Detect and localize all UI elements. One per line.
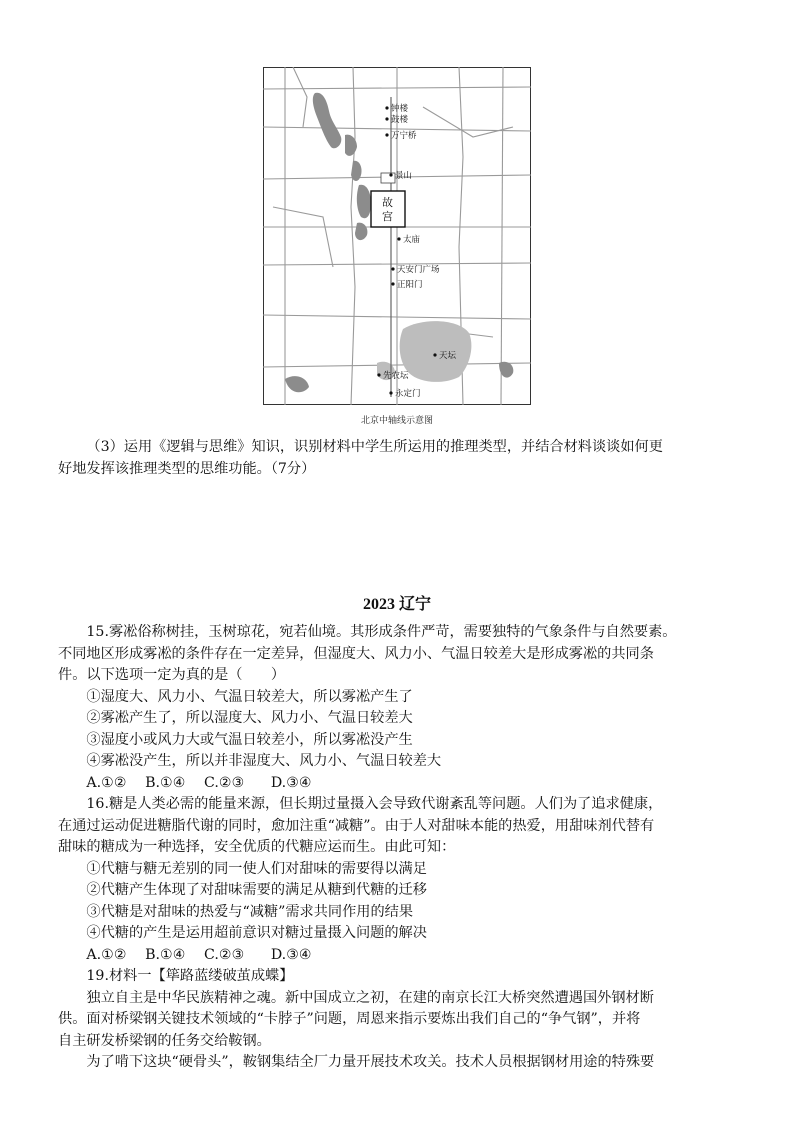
q19-title: 19.材料一【筚路蓝缕破茧成蝶】 xyxy=(86,968,294,984)
question-list xyxy=(58,622,738,1074)
q15-stem-line1: 15.雾凇俗称树挂，玉树琼花，宛若仙境。其形成条件严苛，需要独特的气象条件与自然要素。 xyxy=(86,624,677,640)
q15-choice-b: B.①④ xyxy=(145,774,186,791)
q16-choice-c: C.②③ xyxy=(204,946,245,963)
map-figure xyxy=(263,67,531,405)
q16-item-1: ①代糖与糖无差别的同一使人们对甜味的需要得以满足 xyxy=(86,860,427,877)
label-xiannongtan: 先农坛 xyxy=(383,371,409,381)
label-gulou: 鼓楼 xyxy=(391,115,409,125)
q15-item-4: ④雾凇没产生，所以并非湿度大、风力小、气温日较差大 xyxy=(86,753,442,769)
q15-choice-d: D.③④ xyxy=(270,774,312,791)
label-jingshan: 景山 xyxy=(395,171,413,181)
q19-para1-line1: 独立自主是中华民族精神之魂。新中国成立之初，在建的南京长江大桥突然遭遇国外钢材断 xyxy=(86,989,654,1006)
q19-para2-line1: 为了啃下这块“硬骨头”，鞍钢集结全厂力量开展技术攻关。技术人员根据钢材用途的特殊要 xyxy=(86,1054,655,1070)
label-wanningqiao: 万宁桥 xyxy=(391,131,417,141)
section-title: 2023 辽宁 xyxy=(362,596,431,613)
label-taimiao: 太庙 xyxy=(403,235,421,245)
label-gugong-2: 宫 xyxy=(382,210,393,223)
q16-stem-line3: 甜味的糖成为一种选择，安全优质的代糖应运而生。由此可知： xyxy=(58,839,456,855)
q16-stem-line1: 16.糖是人类必需的能量来源，但长期过量摄入会导致代谢紊乱等问题。人们为了追求健康， xyxy=(86,796,663,812)
question-3 xyxy=(58,436,738,480)
beijing-axis-map xyxy=(263,67,531,405)
label-yongdingmen: 永定门 xyxy=(395,389,421,399)
q15-choice-c: C.②③ xyxy=(204,774,245,791)
q16-item-2: ②代糖产生体现了对甜味需要的满足从糖到代糖的迁移 xyxy=(86,882,427,898)
q16-choice-b: B.①④ xyxy=(145,946,186,963)
q15-choice-a: A.①② xyxy=(86,774,127,791)
label-tiananmen: 天安门广场 xyxy=(397,265,440,275)
q15-item-1: ①湿度大、风力小、气温日较差大，所以雾凇产生了 xyxy=(86,688,413,705)
q16-stem-line2: 在通过运动促进糖脂代谢的同时，愈加注重“减糖”。由于人对甜味本能的热爱，用甜味剂代替有 xyxy=(58,817,655,834)
q15-choices xyxy=(58,773,738,795)
label-zhengyangmen: 正阳门 xyxy=(397,280,423,290)
q16-choice-a: A.①② xyxy=(86,946,127,963)
q16-item-4: ④代糖的产生是运用超前意识对糖过量摄入问题的解决 xyxy=(86,925,427,941)
label-zhonglou: 钟楼 xyxy=(391,104,409,114)
q16-item-3: ③代糖是对甜味的热爱与“减糖”需求共同作用的结果 xyxy=(86,903,414,920)
q15-item-2: ②雾凇产生了，所以湿度大、风力小、气温日较差大 xyxy=(86,710,413,726)
map-caption: 北京中轴线示意图 xyxy=(360,416,433,426)
q16-choice-d: D.③④ xyxy=(270,946,312,963)
label-tiantan: 天坛 xyxy=(439,351,457,361)
q15-stem-line3: 件。以下选项一定为真的是（ ） xyxy=(58,667,286,683)
q15-item-3: ③湿度小或风力大或气温日较差小，所以雾凇没产生 xyxy=(86,731,413,748)
q16-choices xyxy=(58,945,738,967)
q3-line1: （3）运用《逻辑与思维》知识，识别材料中学生所运用的推理类型，并结合材料谈谈如何更 xyxy=(86,439,663,455)
q19-para1-line2: 供。面对桥梁钢关键技术领域的“卡脖子”问题，周恩来指示要炼出我们自己的“争气钢”，并将 xyxy=(58,1011,641,1027)
q3-line2: 好地发挥该推理类型的思维功能。（7分） xyxy=(58,461,316,477)
q15-stem-line2: 不同地区形成雾凇的条件存在一定差异，但湿度大、风力小、气温日较差大是形成雾凇的共同条 xyxy=(58,645,654,662)
q19-para1-line3: 自主研发桥梁钢的任务交给鞍钢。 xyxy=(58,1032,271,1049)
label-gugong-1: 故 xyxy=(382,196,393,209)
